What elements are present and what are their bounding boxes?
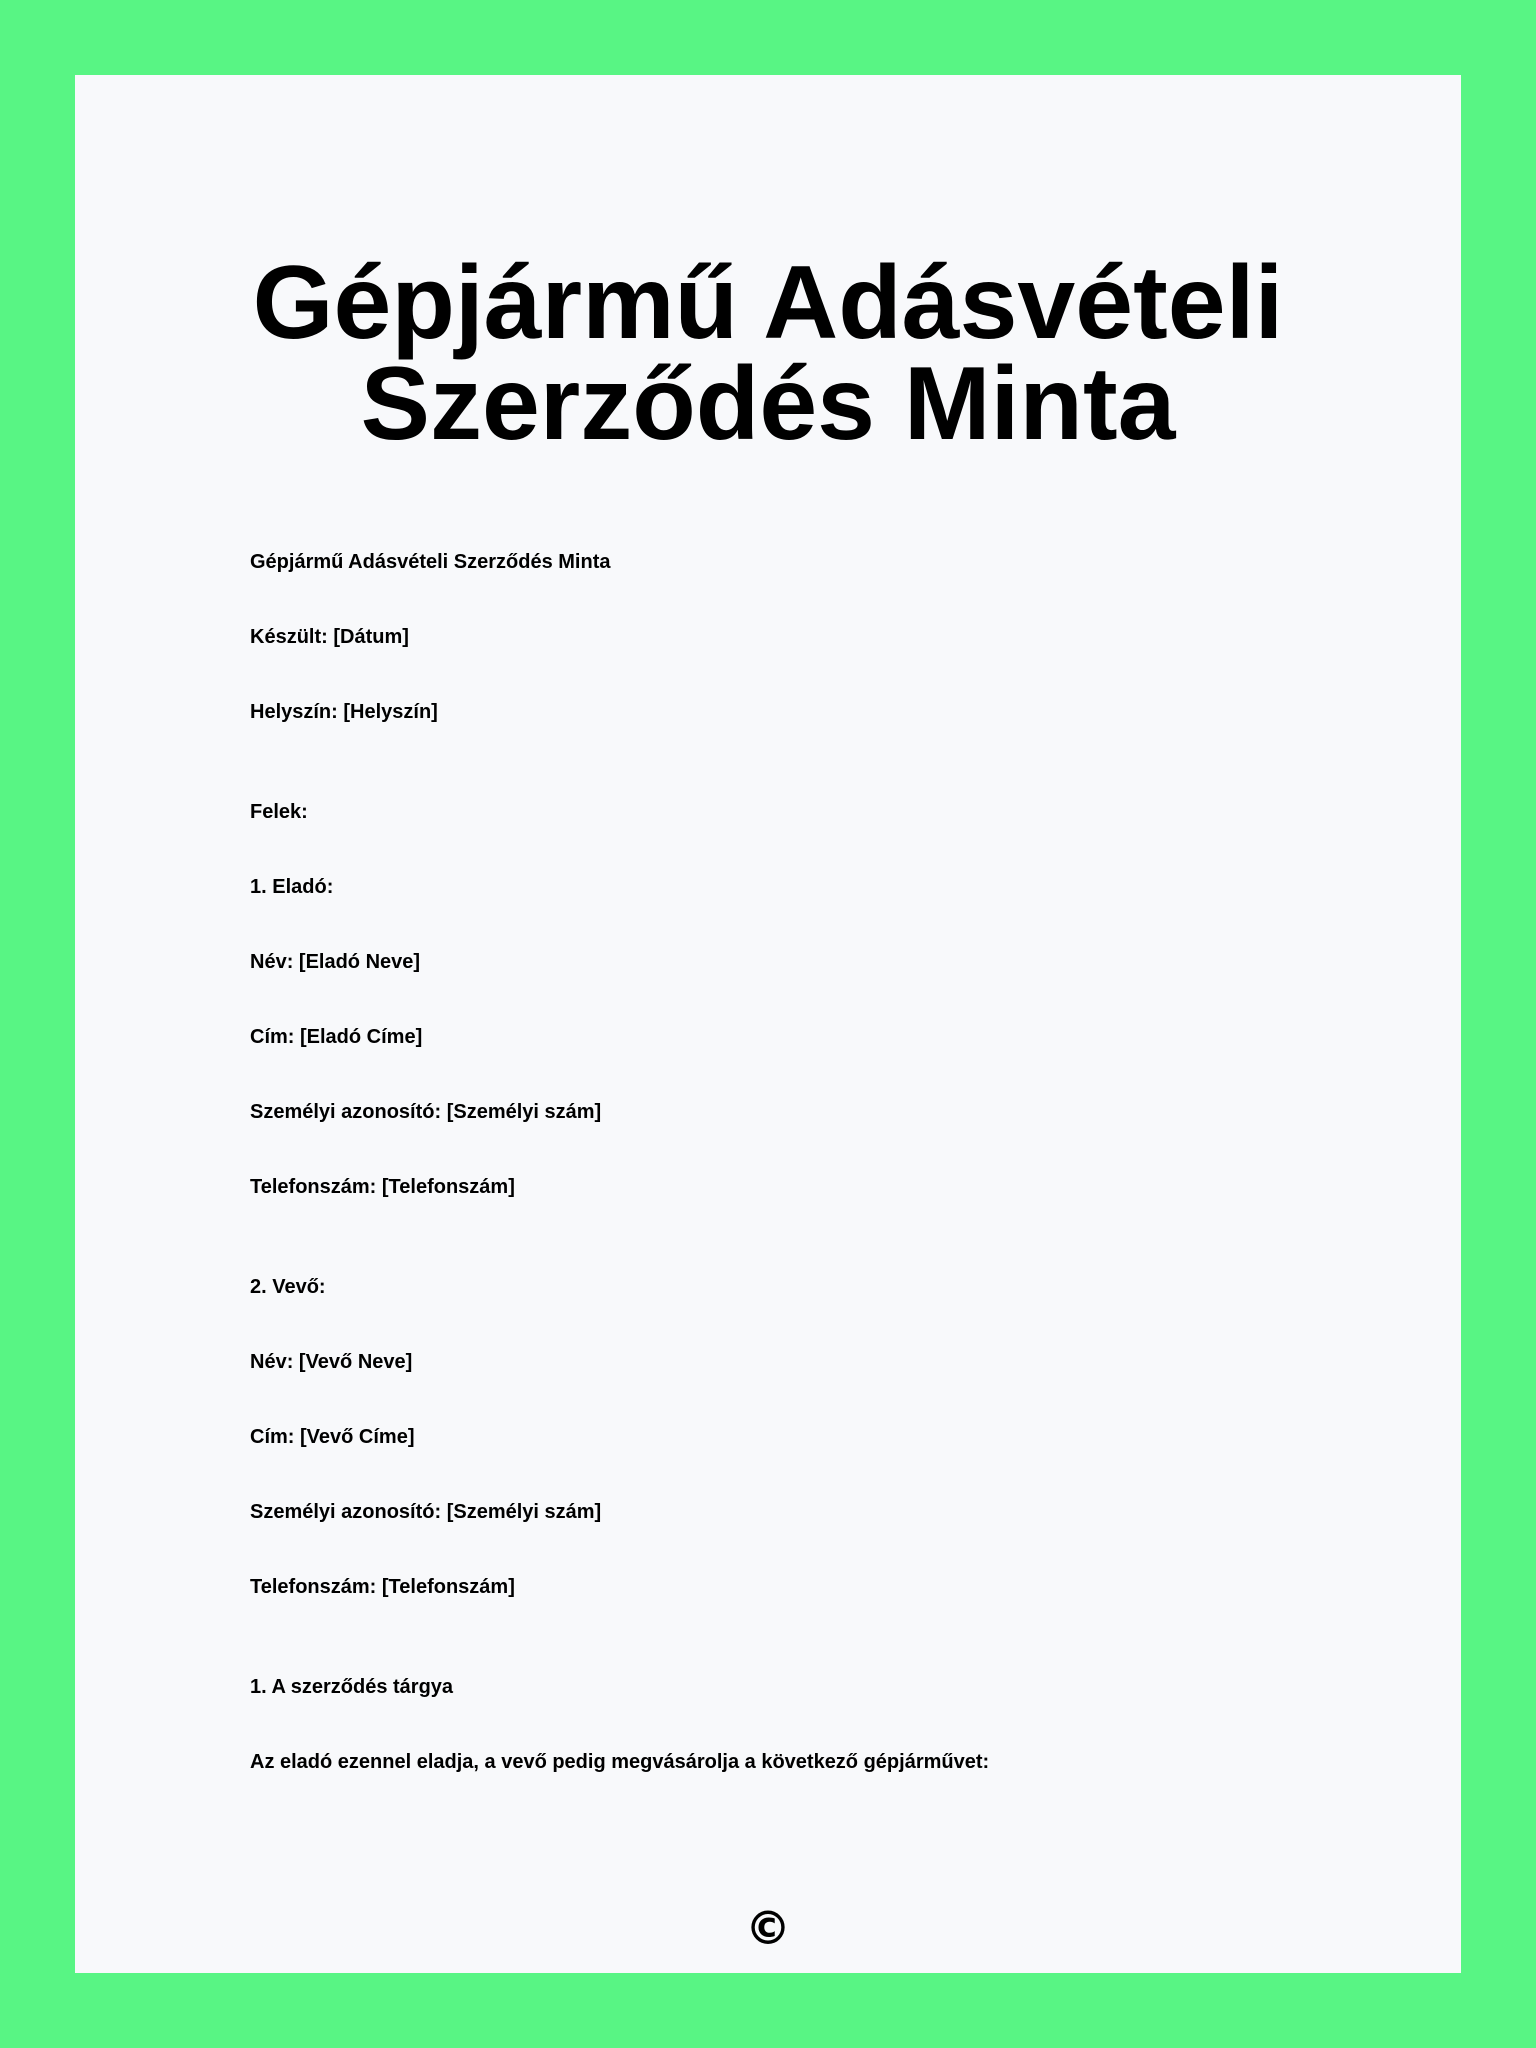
document-title: Gépjármű Adásvételi Szerződés Minta bbox=[252, 245, 1284, 462]
buyer-heading: 2. Vevő: bbox=[250, 1276, 326, 1298]
buyer-name-line: Név: [Vevő Neve] bbox=[250, 1351, 413, 1373]
parties-heading: Felek: bbox=[250, 801, 308, 823]
section-subject-text: Az eladó ezennel eladja, a vevő pedig megvásárolja a következő gépjárművet: bbox=[250, 1751, 990, 1773]
date-line: Készült: [Dátum] bbox=[250, 626, 409, 648]
buyer-id-line: Személyi azonosító: [Személyi szám] bbox=[250, 1501, 602, 1523]
buyer-phone-line: Telefonszám: [Telefonszám] bbox=[250, 1576, 515, 1598]
seller-heading: 1. Eladó: bbox=[250, 876, 334, 898]
seller-id-line: Személyi azonosító: [Személyi szám] bbox=[250, 1101, 602, 1123]
subtitle-line: Gépjármű Adásvételi Szerződés Minta bbox=[250, 551, 611, 573]
buyer-address-line: Cím: [Vevő Címe] bbox=[250, 1426, 415, 1448]
seller-address-line: Cím: [Eladó Címe] bbox=[250, 1026, 423, 1048]
seller-name-line: Név: [Eladó Neve] bbox=[250, 951, 421, 973]
copyright-icon: © bbox=[745, 1901, 791, 1955]
seller-phone-line: Telefonszám: [Telefonszám] bbox=[250, 1176, 515, 1198]
location-line: Helyszín: [Helyszín] bbox=[250, 701, 438, 723]
section-subject-heading: 1. A szerződés tárgya bbox=[250, 1676, 454, 1698]
